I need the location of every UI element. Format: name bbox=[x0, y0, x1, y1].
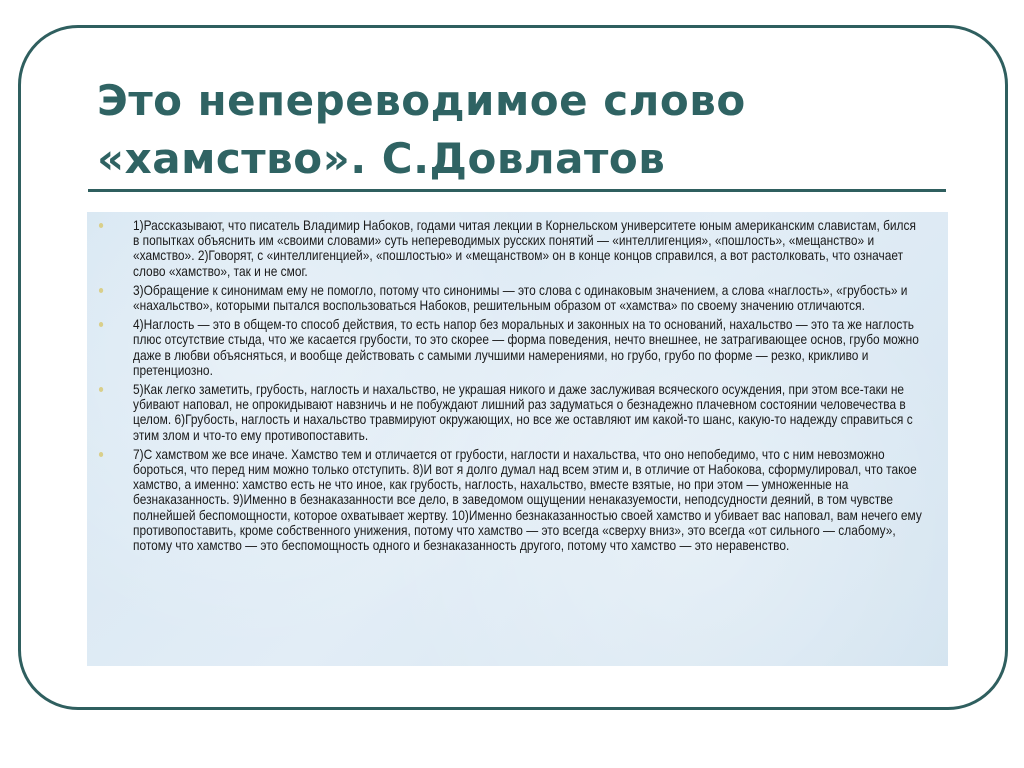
list-item bbox=[133, 447, 925, 553]
list-item bbox=[133, 283, 925, 313]
bullet-icon bbox=[99, 452, 103, 457]
content-box bbox=[87, 212, 948, 666]
title-divider bbox=[88, 189, 946, 192]
bullet-list bbox=[133, 218, 925, 557]
list-item bbox=[133, 317, 925, 378]
slide-title bbox=[97, 72, 746, 188]
bullet-icon bbox=[99, 223, 103, 228]
list-item-text: 3)Обращение к синонимам ему не помогло, потому что синонимы — это слова с одинаковым значением, а слова «наглость», «грубость» и «нахальство», которыми пытался воспользоваться Набоков, решительным образом от «хамства» по своему значению отличаются. bbox=[133, 281, 908, 314]
bullet-icon bbox=[99, 288, 103, 293]
list-item bbox=[133, 382, 925, 443]
list-item-text: 7)С хамством же все иначе. Хамство тем и отличается от грубости, наглости и нахальства, что оно непобедимо, что с ним невозможно бороться, что перед ним можно только отступить. 8)И вот я долго думал над всем этим и, в отличие от Набокова, сформулировал, что такое хамство, а именно: хамство есть не что иное, как грубость, наглость, нахальство, вместе взятые, но при этом — умноженные на безнаказанность. 9)Именно в безнаказанности все дело, в заведомом ощущении ненаказуемости, неподсудности деяний, в том чувстве полнейшей беспомощности, которое охватывает жертву. 10)Именно безнаказанностью своей хамство и убивает вас наповал, вам нечего ему противопоставить, кроме собственного унижения, потому что хамство — это всегда «сверху вниз», это всегда «от сильного — слабому», потому что хамство — это беспомощность одного и безнаказанность другого, потому что хамство — это неравенство. bbox=[133, 445, 922, 554]
list-item-text: 1)Рассказывают, что писатель Владимир Набоков, годами читая лекции в Корнельском университете юным американским славистам, бился в попытках объяснить им «своими словами» суть непереводимых русских понятий — «интеллигенция», «пошлость», «мещанство» и «хамство». 2)Говорят, с «интеллигенцией», «пошлостью» и «мещанством» он в конце концов справился, а вот растолковать, что означает слово «хамство», так и не смог. bbox=[133, 217, 916, 279]
title-line-2: «хамство». С.Довлатов bbox=[97, 134, 666, 183]
list-item-text: 5)Как легко заметить, грубость, наглость и нахальство, не украшая никого и даже заслуживая всяческого осуждения, при этом все-таки не убивают наповал, не опрокидывают навзничь и не побуждают лишний раз задуматься о безнадежно плачевном состоянии человечества в целом. 6)Грубость, наглость и нахальство травмируют окружающих, но все же оставляют им какой-то шанс, какую-то надежду справиться с этим злом и что-то ему противопоставить. bbox=[133, 381, 913, 443]
title-line-1: Это непереводимое слово bbox=[97, 76, 746, 125]
bullet-icon bbox=[99, 322, 103, 327]
list-item bbox=[133, 218, 925, 279]
list-item-text: 4)Наглость — это в общем-то способ действия, то есть напор без моральных и законных на то оснований, нахальство — это та же наглость плюс отсутствие стыда, что же касается грубости, то это скорее — форма поведения, нечто внешнее, не затрагивающее основ, грубо можно даже в любви объясняться, и вообще действовать с самыми лучшими намерениями, но грубо, грубо по форме — резко, крикливо и претенциозно. bbox=[133, 316, 919, 378]
bullet-icon bbox=[99, 387, 103, 392]
